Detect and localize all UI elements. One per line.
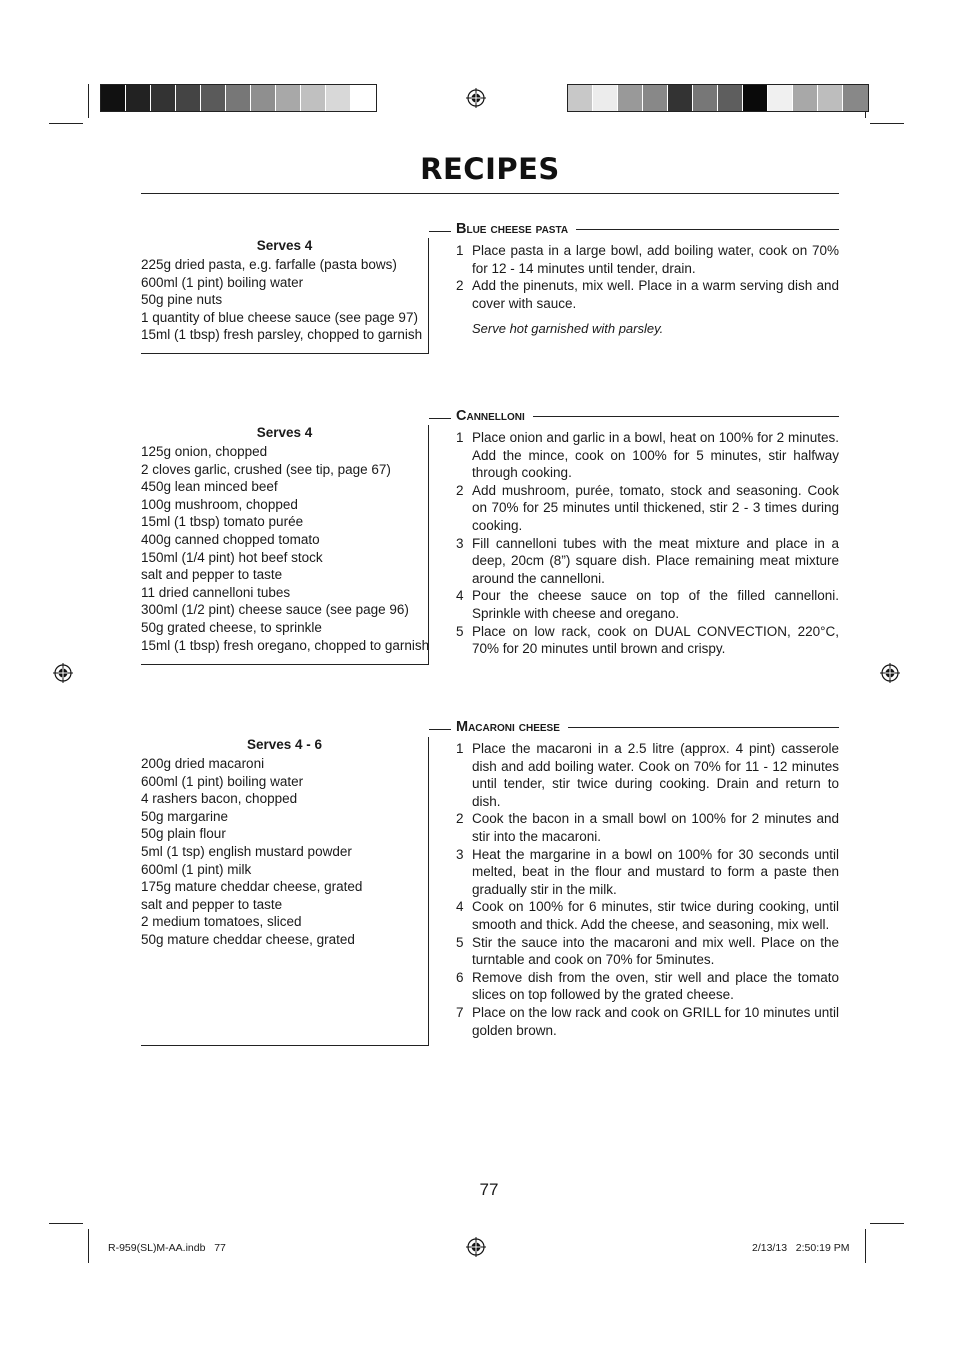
heading-rule <box>576 229 839 230</box>
ingredient: salt and pepper to taste <box>141 567 283 583</box>
recipe-title: Blue cheese pasta <box>456 221 569 237</box>
serves-label: Serves 4 - 6 <box>246 737 323 752</box>
ingredient: 15ml (1 tbsp) fresh oregano, chopped to garnish <box>141 637 430 653</box>
ingredient: 600ml (1 pint) boiling water <box>141 773 304 789</box>
ingredient: salt and pepper to taste <box>141 896 283 912</box>
color-swatch <box>326 85 351 111</box>
ingredient: 11 dried cannelloni tubes <box>141 584 291 600</box>
ingredient: 100g mushroom, chopped <box>141 496 298 512</box>
ingredient: 200g dried macaroni <box>141 756 265 771</box>
method-step: 3 Fill cannelloni tubes with the meat mixture and place in a deep, 20cm (8”) square dish. Place remaining meat mixture around the cannelloni. <box>456 535 839 586</box>
color-bar-left <box>100 84 377 112</box>
timestamp-slug: 2/13/13 2:50:19 PM <box>752 1242 850 1254</box>
ingredient: 300ml (1/2 pint) cheese sauce (see page 96) <box>141 602 409 618</box>
ingredient: 15ml (1 tbsp) fresh parsley, chopped to garnish <box>141 327 423 343</box>
crop-mark <box>88 1229 89 1263</box>
color-swatch <box>351 85 376 111</box>
color-swatch <box>226 85 251 111</box>
color-swatch <box>818 85 843 111</box>
ingredient: 150ml (1/4 pint) hot beef stock <box>141 549 323 565</box>
ingredient: 600ml (1 pint) milk <box>141 861 252 877</box>
color-bar-right <box>567 84 869 112</box>
color-swatch <box>618 85 643 111</box>
registration-mark-icon <box>880 663 900 683</box>
crop-mark <box>49 1223 83 1224</box>
method-step: 1 Place onion and garlic in a bowl, heat on 100% for 2 minutes. Add the mince, cook on 100% for 5 minutes, stir halfway through cooking. <box>456 430 839 481</box>
ingredient: 4 rashers bacon, chopped <box>141 791 298 807</box>
color-swatch <box>151 85 176 111</box>
heading-rule <box>429 231 451 232</box>
ingredient-list <box>141 256 428 344</box>
ingredient-list <box>141 443 428 654</box>
ingredient: 50g margarine <box>141 808 229 824</box>
method-step: 1 Place the macaroni in a 2.5 litre (approx. 4 pint) casserole dish and add boiling water. Cook on 70% for 11 - 12 minutes until tender, stir twice during cooking. Drain and return to dish. <box>456 741 839 809</box>
method-steps <box>456 242 839 312</box>
ingredient: 125g onion, chopped <box>141 444 268 459</box>
method-step: 1 Place pasta in a large bowl, add boiling water, cook on 70% for 12 - 14 minutes until tender, drain. <box>456 243 839 276</box>
ingredient: 600ml (1 pint) boiling water <box>141 274 304 290</box>
method-step: 2 Add the pinenuts, mix well. Place in a warm serving dish and cover with sauce. <box>456 278 839 311</box>
recipe-title: Macaroni cheese <box>456 719 560 735</box>
ingredients-box <box>141 238 429 354</box>
color-swatch <box>593 85 618 111</box>
color-swatch <box>693 85 718 111</box>
ingredient: 1 quantity of blue cheese sauce (see page 97) <box>141 309 418 325</box>
method-step: 6 Remove dish from the oven, stir well and place the tomato slices on top followed by the grated cheese. <box>456 969 839 1003</box>
recipe-title: Cannelloni <box>456 408 525 424</box>
method-step: 5 Stir the sauce into the macaroni and mix well. Place on the turntable and cook on 70% for 5minutes. <box>456 934 839 968</box>
color-swatch <box>743 85 768 111</box>
ingredient: 175g mature cheddar cheese, grated <box>141 879 363 895</box>
ingredient: 15ml (1 tbsp) tomato purée <box>141 514 304 530</box>
recipe-heading <box>456 718 839 736</box>
serving-note: Serve hot garnished with parsley. <box>472 321 664 336</box>
ingredient: 450g lean minced beef <box>141 479 278 495</box>
method-step: 5 Place on low rack, cook on DUAL CONVECTION, 220°C, 70% for 20 minutes until brown and crispy. <box>456 623 839 657</box>
page-number: 77 <box>479 1180 499 1199</box>
recipe-heading <box>456 220 839 238</box>
color-swatch <box>843 85 868 111</box>
method-step: 2 Add mushroom, purée, tomato, stock and seasoning. Cook on 70% for 25 minutes until thickened, stir 2 - 3 times during cooking. <box>456 482 839 533</box>
crop-mark <box>49 123 83 124</box>
registration-mark-icon <box>466 88 486 108</box>
crop-mark <box>88 84 89 118</box>
color-swatch <box>176 85 201 111</box>
ingredients-box <box>141 737 429 1046</box>
serves-label: Serves 4 <box>256 425 313 440</box>
ingredient: 5ml (1 tsp) english mustard powder <box>141 843 352 859</box>
color-swatch <box>301 85 326 111</box>
page-title: RECIPES <box>420 152 560 186</box>
color-swatch <box>793 85 818 111</box>
crop-mark <box>870 1223 904 1224</box>
method-step: 3 Heat the margarine in a bowl on 100% for 30 seconds until melted, beat in the flour and mustard to form a paste then gradually stir in the milk. <box>456 846 839 897</box>
registration-mark-icon <box>466 1237 486 1257</box>
ingredient: 50g mature cheddar cheese, grated <box>141 931 355 947</box>
method-step: 2 Cook the bacon in a small bowl on 100% for 2 minutes and stir into the macaroni. <box>456 811 839 844</box>
crop-mark <box>870 123 904 124</box>
color-swatch <box>668 85 693 111</box>
method-step: 4 Cook on 100% for 6 minutes, stir twice during cooking, until smooth and thick. Add the cheese, and seasoning, mix well. <box>456 899 839 932</box>
color-swatch <box>251 85 276 111</box>
crop-mark <box>865 1229 866 1263</box>
method-step: 4 Pour the cheese sauce on top of the filled cannelloni. Sprinkle with cheese and oregano. <box>456 588 839 621</box>
color-swatch <box>101 85 126 111</box>
method-steps <box>456 429 839 658</box>
registration-mark-icon <box>53 663 73 683</box>
ingredient: 50g plain flour <box>141 826 226 842</box>
ingredient-list <box>141 755 428 949</box>
title-rule <box>141 193 839 194</box>
heading-rule <box>533 416 839 417</box>
heading-rule <box>568 727 839 728</box>
color-swatch <box>201 85 226 111</box>
ingredient: 50g pine nuts <box>141 292 223 308</box>
method-step: 7 Place on the low rack and cook on GRILL for 10 minutes until golden brown. <box>456 1004 839 1038</box>
color-swatch <box>126 85 151 111</box>
method-steps <box>456 740 839 1039</box>
ingredient: 400g canned chopped tomato <box>141 531 320 547</box>
ingredient: 225g dried pasta, e.g. farfalle (pasta bows) <box>141 257 397 272</box>
ingredient: 50g grated cheese, to sprinkle <box>141 619 322 635</box>
serves-label: Serves 4 <box>256 238 313 253</box>
color-swatch <box>643 85 668 111</box>
heading-rule <box>429 729 451 730</box>
color-swatch <box>276 85 301 111</box>
ingredient: 2 cloves garlic, crushed (see tip, page 67) <box>141 461 391 477</box>
color-swatch <box>568 85 593 111</box>
ingredient: 2 medium tomatoes, sliced <box>141 914 302 930</box>
color-swatch <box>768 85 793 111</box>
ingredients-box <box>141 425 429 665</box>
file-slug: R-959(SL)M-AA.indb 77 <box>108 1242 226 1254</box>
heading-rule <box>429 418 451 419</box>
recipe-heading <box>456 407 839 425</box>
color-swatch <box>718 85 743 111</box>
